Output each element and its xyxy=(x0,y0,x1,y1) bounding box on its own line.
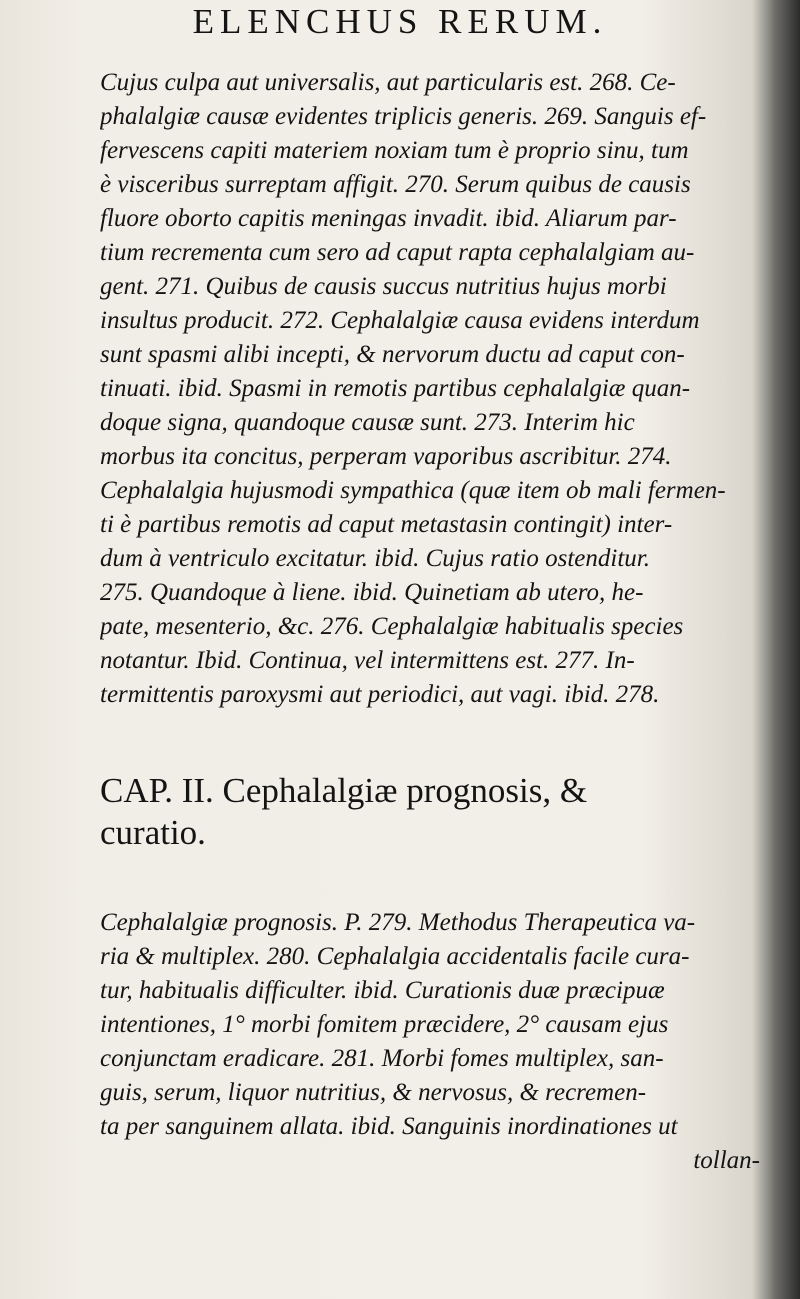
text-line: phalalgiæ causæ evidentes triplicis generis. 269. Sanguis ef- xyxy=(100,103,707,130)
text-line: gent. 271. Quibus de causis succus nutritius hujus morbi xyxy=(100,273,667,300)
text-line: notantur. Ibid. Continua, vel intermittens est. 277. In- xyxy=(100,647,635,674)
text-line: guis, serum, liquor nutritius, & nervosus, & recremen- xyxy=(100,1079,647,1106)
text-line: 275. Quandoque à liene. ibid. Quinetiam ab utero, he- xyxy=(100,579,644,606)
catchword: tollan- xyxy=(693,1147,760,1174)
text-line: ta per sanguinem allata. ibid. Sanguinis inordinationes ut xyxy=(100,1113,678,1140)
text-line: tinuati. ibid. Spasmi in remotis partibus cephalalgiæ quan- xyxy=(100,375,691,402)
text-line: sunt spasmi alibi incepti, & nervorum ductu ad caput con- xyxy=(100,341,685,368)
running-header: ELENCHUS RERUM. xyxy=(192,2,608,41)
text-line: fluore oborto capitis meningas invadit. ibid. Aliarum par- xyxy=(100,205,677,232)
text-line: tur, habitualis difficulter. ibid. Curationis duæ præcipuæ xyxy=(100,977,665,1004)
text-line: insultus producit. 272. Cephalalgiæ causa evidens interdum xyxy=(100,307,700,334)
text-line: Cujus culpa aut universalis, aut particularis est. 268. Ce- xyxy=(100,69,676,96)
text-line: ria & multiplex. 280. Cephalalgia accidentalis facile cura- xyxy=(100,943,690,970)
chapter-title-line-1: CAP. II. Cephalalgiæ prognosis, & xyxy=(100,771,588,810)
text-line: Cephalalgia hujusmodi sympathica (quæ item ob mali fermen- xyxy=(100,477,726,504)
text-line: pate, mesenterio, &c. 276. Cephalalgiæ habitualis species xyxy=(100,613,684,640)
text-line: dum à ventriculo excitatur. ibid. Cujus ratio ostenditur. xyxy=(100,545,650,572)
text-line: fervescens capiti materiem noxiam tum è proprio sinu, tum xyxy=(100,137,689,164)
text-line: morbus ita concitus, perperam vaporibus ascribitur. 274. xyxy=(100,443,672,470)
text-line: termittentis paroxysmi aut periodici, aut vagi. ibid. 278. xyxy=(100,681,660,708)
text-line: Cephalalgiæ prognosis. P. 279. Methodus Therapeutica va- xyxy=(100,909,696,936)
text-line: conjunctam eradicare. 281. Morbi fomes multiplex, san- xyxy=(100,1045,664,1072)
text-line: ti è partibus remotis ad caput metastasin contingit) inter- xyxy=(100,511,673,538)
text-line: è visceribus surreptam affigit. 270. Serum quibus de causis xyxy=(100,171,691,198)
text-line: intentiones, 1° morbi fomitem præcidere, 2° causam ejus xyxy=(100,1011,669,1038)
text-line: tium recrementa cum sero ad caput rapta cephalalgiam au- xyxy=(100,239,695,266)
chapter-title-line-2: curatio. xyxy=(100,813,206,852)
text-line: doque signa, quandoque causæ sunt. 273. Interim hic xyxy=(100,409,635,436)
